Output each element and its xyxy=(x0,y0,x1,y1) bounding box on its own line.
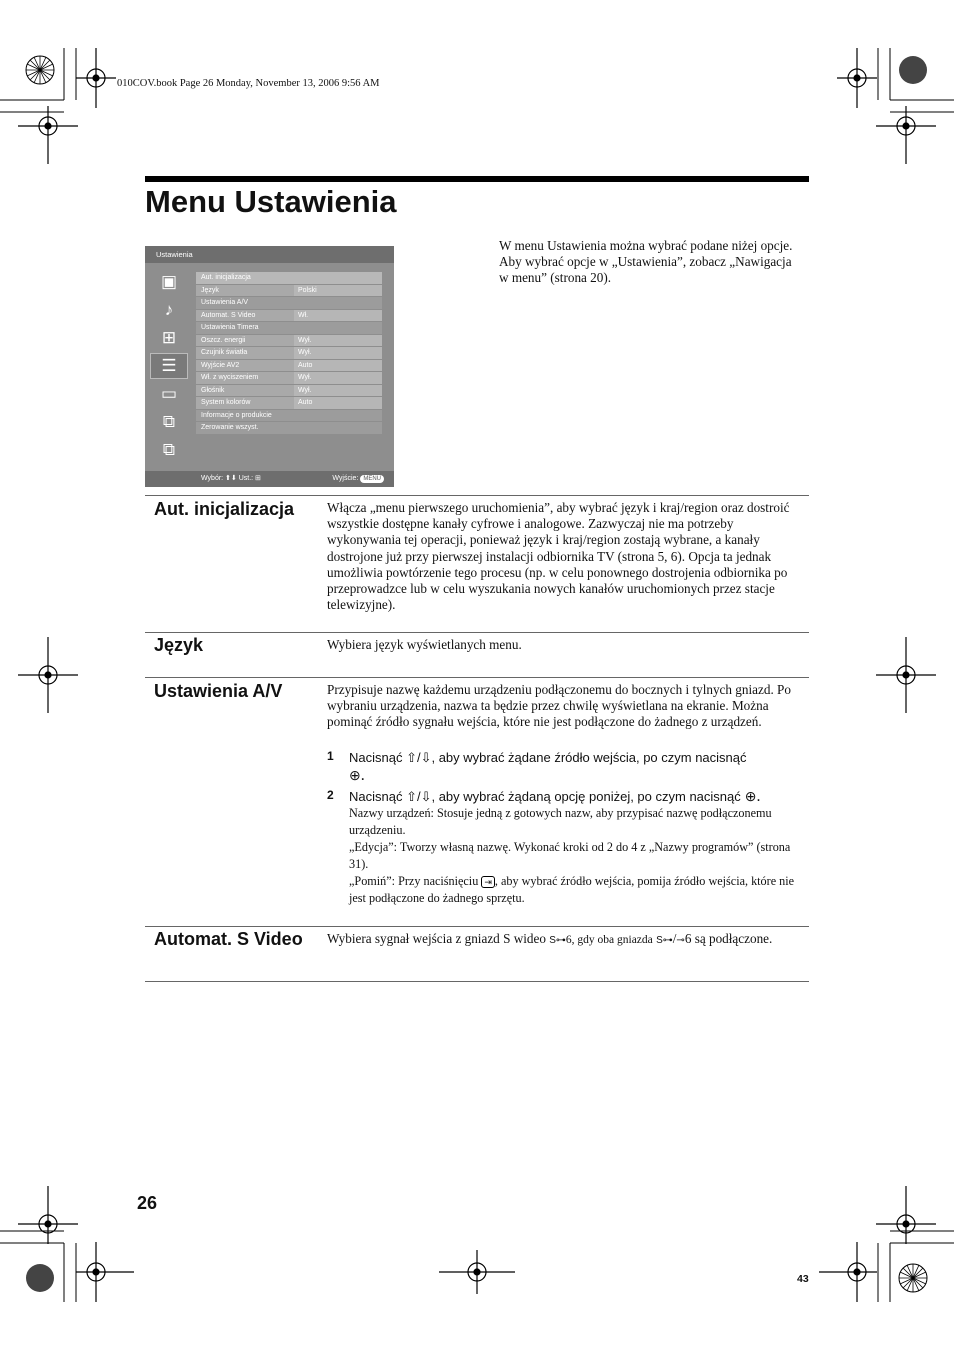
section-heading-svideo: Automat. S Video xyxy=(154,929,303,949)
section-divider xyxy=(145,677,809,678)
section-divider xyxy=(145,495,809,496)
video-input-icon: ⊸ xyxy=(676,935,685,946)
input-a-icon: ⧉ xyxy=(162,412,176,431)
av-option-list xyxy=(349,805,809,907)
picture-icon: ▣ xyxy=(160,272,178,291)
section-heading-jezyk: Język xyxy=(154,635,204,655)
tv-footer-navigation: Wybór: ⬆⬇ Ust.: ⊞ xyxy=(201,475,261,482)
s-video-input-icon: S⊶ xyxy=(549,935,566,946)
input-select-icon: ⇥ xyxy=(481,876,495,888)
music-note-icon: ♪ xyxy=(164,300,174,319)
monitor-icon: ▭ xyxy=(160,384,178,403)
tv-menu-row: Oszcz. energii Wył. xyxy=(196,335,382,347)
tv-menu-row: Ustawienia A/V xyxy=(196,297,382,309)
section-text-svideo: Wybiera sygnał wejścia z gniazd S wideo S⊶6, gdy oba gniazda S⊶/⊸6 są podłączone. xyxy=(327,931,773,946)
tv-menu-footer xyxy=(145,471,394,487)
section-text-aut: Włącza „menu pierwszego uruchomienia”, aby wybrać język i kraj/region oraz dostroić wszystkie dostępne kanały cyfrowe i analogowe. Zazwyczaj nie ma potrzeby wykonywania tej operacji, ponieważ język i kraj/region zostają wybrane, a kanały dostrojone już przy pierwszej instalacji odbiornika TV (strona 5, 6). Opcja ta jednak umożliwia powtórzenie tego procesu (np. w celu ponownego dostrojenia odbiornika po przeprowadzce lub w celu wyszukania nowych kanałów uruchomionych przez stacje telewizyjne). xyxy=(327,500,790,613)
grid-icon: ⊞ xyxy=(161,328,177,347)
title-bar-rule xyxy=(145,176,809,182)
tv-menu-row: Ustawienia Timera xyxy=(196,322,382,334)
page-title: Menu Ustawienia xyxy=(145,184,397,219)
section-heading-aut: Aut. inicjalizacja xyxy=(154,499,295,519)
tv-menu-row: Zerowanie wszyst. xyxy=(196,422,382,434)
av-option-names: Nazwy urządzeń: Stosuje jedną z gotowych nazw, aby przypisać nazwę podłączonemu urządzeniu. xyxy=(349,806,772,837)
enter-button-icon: ⊕ xyxy=(349,769,361,784)
input-b-icon: ⧉ xyxy=(162,440,176,459)
enter-button-icon: ⊕ xyxy=(744,790,757,805)
menu-key-icon: MENU xyxy=(360,475,384,483)
tv-menu-rows xyxy=(196,272,382,435)
section-heading-av: Ustawienia A/V xyxy=(154,681,283,701)
step-1: 1 Nacisnąć ⇧/⇩, aby wybrać żądane źródło wejścia, po czym nacisnąć ⊕. xyxy=(327,749,747,784)
av-option-skip: „Pomiń”: Przy naciśnięciu ⇥ , aby wybrać źródło wejścia, pomija źródło wejścia, które nie jest podłączone do żadnego sprzętu. xyxy=(349,874,795,905)
tv-footer-exit: Wyjście: MENU xyxy=(332,471,384,487)
tv-menu-row: Głośnik Wył. xyxy=(196,385,382,397)
tv-menu-row: Automat. S Video Wł. xyxy=(196,310,382,322)
section-divider xyxy=(145,926,809,927)
intro-text: W menu Ustawienia można wybrać podane niżej opcje. Aby wybrać opcje w „Ustawienia”, zobacz „Nawigacja w menu” (strona 20). xyxy=(499,238,793,285)
tv-menu-icons xyxy=(151,270,191,466)
s-video-input-icon: S⊶ xyxy=(656,935,673,946)
page-number: 26 xyxy=(137,1193,158,1213)
sheet-number: 43 xyxy=(797,1273,809,1285)
tv-menu-row: Aut. inicjalizacja xyxy=(196,272,382,284)
section-text-jezyk: Wybiera język wyświetlanych menu. xyxy=(327,637,522,652)
section-text-av: Przypisuje nazwę każdemu urządzeniu podłączonemu do bocznych i tylnych gniazd. Po wybraniu urządzenia, nazwa ta będzie przez chwilę wyświetlana na ekranie. Można pominąć źródło sygnału wejścia, które nie jest podłączone do żadnego z urządzeń. xyxy=(327,682,791,730)
section-divider xyxy=(145,632,809,633)
tv-menu-row: Informacje o produkcie xyxy=(196,410,382,422)
tv-menu-row: Wyjście AV2 Auto xyxy=(196,360,382,372)
section-divider xyxy=(145,981,809,982)
step-2: 2 Nacisnąć ⇧/⇩, aby wybrać żądaną opcję poniżej, po czym nacisnąć ⊕. xyxy=(327,788,761,805)
av-option-edit: „Edycja”: Tworzy własną nazwę. Wykonać kroki od 2 do 4 z „Nazwy programów” (strona 31). xyxy=(349,840,791,871)
settings-list-icon: ☰ xyxy=(151,354,187,378)
tv-menu-row: Język Polski xyxy=(196,285,382,297)
tv-menu-row: Wł. z wyciszeniem Wył. xyxy=(196,372,382,384)
tv-menu-screenshot xyxy=(145,246,394,487)
book-info-line: 010COV.book Page 26 Monday, November 13, 2006 9:56 AM xyxy=(117,78,380,89)
tv-menu-row: Czujnik światła Wył. xyxy=(196,347,382,359)
tv-menu-row: System kolorów Auto xyxy=(196,397,382,409)
tv-menu-header: Ustawienia xyxy=(145,246,394,263)
